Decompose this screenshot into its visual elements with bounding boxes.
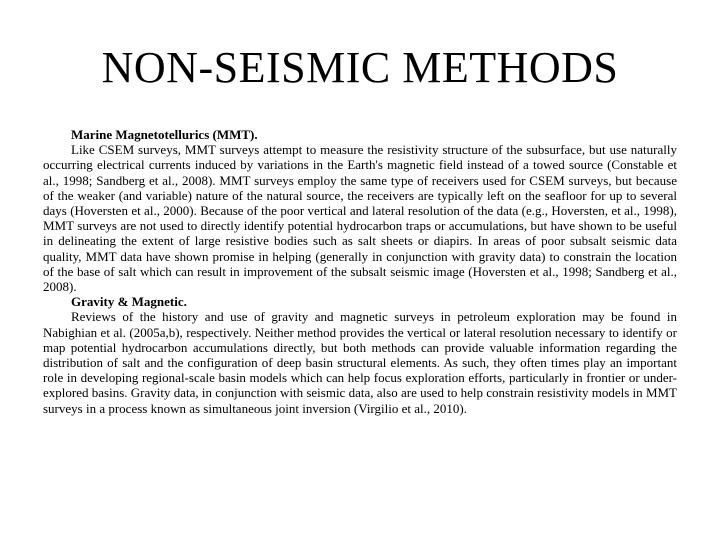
section-heading-mmt: Marine Magnetotellurics (MMT). [71, 127, 258, 142]
slide-body [43, 127, 677, 416]
section-heading-gravity-magnetic: Gravity & Magnetic. [71, 294, 187, 310]
section-text-gravity-magnetic: Reviews of the history and use of gravity and magnetic surveys in petroleum exploration may be found in Nabighian et al. (2005a,b), respectively. Neither method provides the vertical or lateral resolution necessary to identify or map potential hydrocarbon accumulations directly, but both methods can provide valuable information regarding the distribution of salt and the configuration of deep basin structural elements. As such, they often times play an important role in developing regional-scale basin models which can help focus exploration efforts, particularly in frontier or under-explored basins. Gravity data, in conjunction with seismic data, also are used to help constrain resistivity models in MMT surveys in a process known as simultaneous joint inversion (Virgilio et al., 2010). [43, 309, 677, 416]
slide-title: NON-SEISMIC METHODS [101, 43, 619, 92]
section-text-mmt: Like CSEM surveys, MMT surveys attempt to measure the resistivity structure of the subsurface, but use naturally occurring electrical currents induced by variations in the Earth's magnetic field instead of a towed source (Constable et al., 1998; Sandberg et al., 2008). MMT surveys employ the same type of receivers used for CSEM surveys, but because of the weaker (and variable) nature of the natural source, the receivers are typically left on the seafloor for up to several days (Hoversten et al., 2000). Because of the poor vertical and lateral resolution of the data (e.g., Hoversten, et al., 1998), MMT surveys are not used to directly identify potential hydrocarbon traps or accumulations, but have shown to be useful in delineating the extent of large resistive bodies such as salt sheets or diapirs. In areas of poor subsalt seismic data quality, MMT data have shown promise in helping (generally in conjunction with gravity data) to constrain the location of the base of salt which can result in improvement of the subsalt seismic image (Hoversten et al., 1998; Sandberg et al., 2008). [43, 142, 677, 295]
